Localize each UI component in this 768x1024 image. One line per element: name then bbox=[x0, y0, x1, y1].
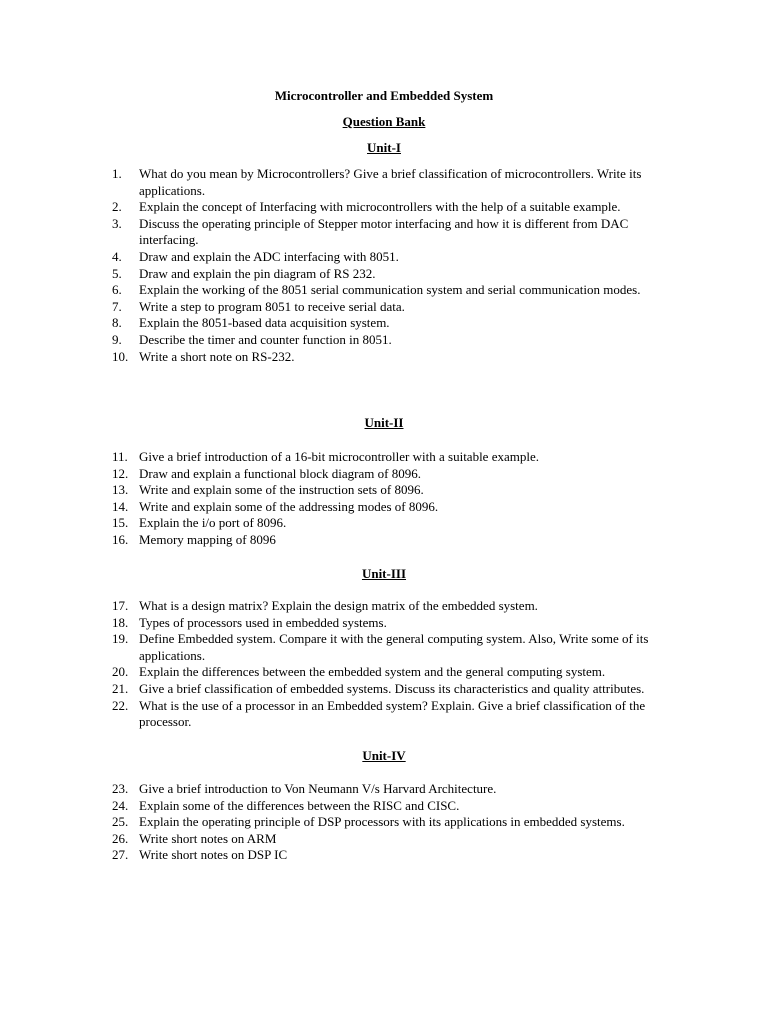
question-text: Discuss the operating principle of Stepper motor interfacing and how it is different from DAC interfacing. bbox=[139, 215, 629, 248]
question-number: 10. bbox=[112, 348, 129, 364]
unit-heading-4: Unit-IV bbox=[362, 748, 406, 763]
question-number: 4. bbox=[112, 248, 122, 264]
question-item bbox=[112, 299, 677, 316]
question-text: Explain the i/o port of 8096. bbox=[139, 515, 287, 531]
question-text: Write and explain some of the addressing modes of 8096. bbox=[139, 498, 439, 514]
question-number: 6. bbox=[112, 282, 122, 298]
question-text: Give a brief introduction to Von Neumann V/s Harvard Architecture. bbox=[139, 781, 497, 796]
question-text: Explain the working of the 8051 serial communication system and serial communication modes. bbox=[139, 282, 641, 298]
question-number: 17. bbox=[112, 598, 129, 613]
question-item bbox=[112, 315, 677, 332]
question-item bbox=[112, 798, 677, 815]
question-number: 13. bbox=[112, 482, 129, 498]
unit-heading-2: Unit-II bbox=[364, 415, 404, 430]
question-number: 14. bbox=[112, 498, 129, 514]
question-text: Explain the operating principle of DSP processors with its applications in embedded systems. bbox=[139, 814, 625, 830]
question-item bbox=[112, 499, 677, 516]
question-item bbox=[112, 664, 677, 681]
question-item bbox=[112, 698, 677, 731]
question-item bbox=[112, 781, 677, 798]
unit-3-question-list bbox=[112, 598, 677, 731]
question-item bbox=[112, 631, 677, 664]
question-item bbox=[112, 249, 677, 266]
question-number: 21. bbox=[112, 680, 129, 696]
question-number: 19. bbox=[112, 631, 129, 647]
question-text: Write and explain some of the instruction sets of 8096. bbox=[139, 482, 424, 498]
question-text: Define Embedded system. Compare it with the general computing system. Also, Write some of its applications. bbox=[139, 631, 649, 663]
question-text: Explain the differences between the embedded system and the general computing system. bbox=[139, 664, 606, 680]
question-number: 15. bbox=[112, 515, 129, 531]
unit-4-question-list bbox=[112, 781, 677, 864]
question-number: 22. bbox=[112, 697, 129, 713]
unit-heading-3: Unit-III bbox=[361, 566, 407, 581]
question-number: 16. bbox=[112, 531, 129, 547]
question-number: 25. bbox=[112, 814, 129, 830]
question-item bbox=[112, 199, 677, 216]
question-number: 3. bbox=[112, 215, 122, 231]
question-item bbox=[112, 831, 677, 848]
question-item bbox=[112, 449, 677, 466]
question-item bbox=[112, 681, 677, 698]
question-text: Explain the 8051-based data acquisition system. bbox=[139, 315, 390, 331]
question-text: What is the use of a processor in an Embedded system? Explain. Give a brief classification of the processor. bbox=[139, 697, 646, 730]
question-text: Describe the timer and counter function in 8051. bbox=[139, 331, 392, 347]
question-number: 18. bbox=[112, 614, 129, 630]
question-text: Explain the concept of Interfacing with microcontrollers with the help of a suitable example. bbox=[139, 199, 621, 215]
question-text: Write a step to program 8051 to receive serial data. bbox=[139, 298, 405, 314]
question-item bbox=[112, 515, 677, 532]
question-item bbox=[112, 282, 677, 299]
question-item bbox=[112, 349, 677, 366]
question-text: What do you mean by Microcontrollers? Give a brief classification of microcontrollers. Write its applications. bbox=[139, 166, 642, 198]
question-text: Write short notes on ARM bbox=[139, 830, 277, 846]
question-text: Explain some of the differences between the RISC and CISC. bbox=[139, 797, 460, 813]
question-number: 5. bbox=[112, 265, 122, 281]
question-number: 27. bbox=[112, 847, 129, 863]
question-number: 24. bbox=[112, 797, 129, 813]
question-item bbox=[112, 482, 677, 499]
question-item bbox=[112, 847, 677, 864]
question-item bbox=[112, 598, 677, 615]
unit-1-question-list bbox=[112, 166, 677, 365]
question-number: 12. bbox=[112, 465, 129, 481]
question-number: 20. bbox=[112, 664, 129, 680]
question-number: 7. bbox=[112, 298, 122, 314]
question-item bbox=[112, 615, 677, 632]
question-item bbox=[112, 814, 677, 831]
question-text: Give a brief introduction of a 16-bit microcontroller with a suitable example. bbox=[139, 449, 539, 464]
question-item bbox=[112, 216, 677, 249]
question-text: What is a design matrix? Explain the design matrix of the embedded system. bbox=[139, 598, 538, 613]
question-item bbox=[112, 266, 677, 283]
question-text: Write a short note on RS-232. bbox=[139, 348, 295, 364]
question-number: 23. bbox=[112, 781, 129, 796]
question-text: Types of processors used in embedded systems. bbox=[139, 614, 387, 630]
question-item bbox=[112, 466, 677, 483]
question-text: Memory mapping of 8096 bbox=[139, 531, 276, 547]
question-item bbox=[112, 332, 677, 349]
question-number: 11. bbox=[112, 449, 128, 464]
question-text: Give a brief classification of embedded systems. Discuss its characteristics and quality attributes. bbox=[139, 680, 645, 696]
question-item bbox=[112, 532, 677, 549]
document-subtitle: Question Bank bbox=[342, 114, 426, 129]
question-number: 9. bbox=[112, 331, 122, 347]
question-text: Draw and explain the pin diagram of RS 232. bbox=[139, 265, 376, 281]
unit-2-question-list bbox=[112, 449, 677, 549]
unit-heading-1: Unit-I bbox=[367, 140, 401, 155]
question-number: 26. bbox=[112, 830, 129, 846]
question-number: 8. bbox=[112, 315, 122, 331]
question-text: Draw and explain a functional block diagram of 8096. bbox=[139, 465, 421, 481]
question-item bbox=[112, 166, 677, 199]
question-number: 2. bbox=[112, 199, 122, 215]
question-text: Draw and explain the ADC interfacing with 8051. bbox=[139, 248, 399, 264]
question-text: Write short notes on DSP IC bbox=[139, 847, 288, 863]
question-number: 1. bbox=[112, 166, 122, 181]
document-title: Microcontroller and Embedded System bbox=[274, 88, 494, 103]
